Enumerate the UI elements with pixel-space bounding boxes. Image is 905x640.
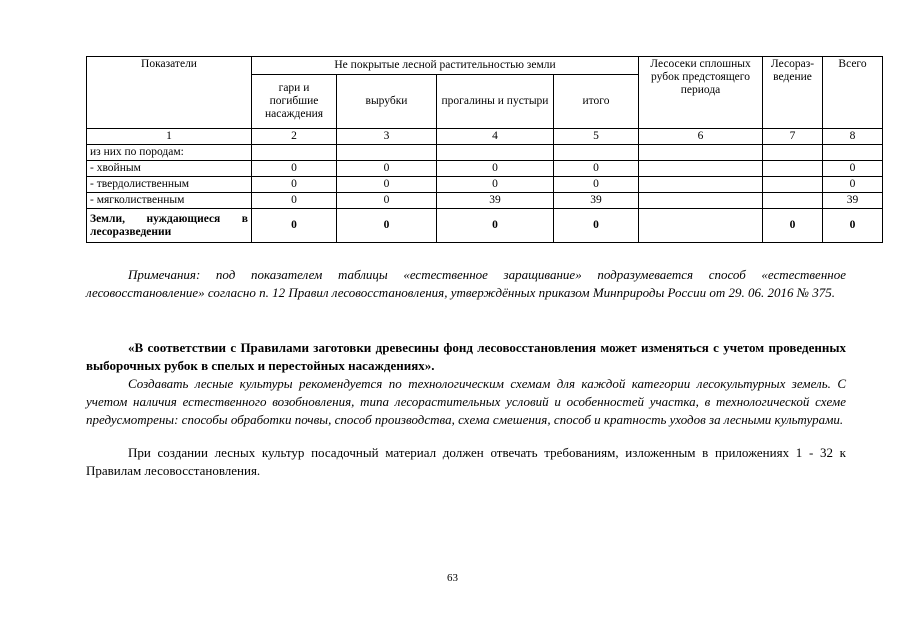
col-number: 8 [823,129,883,145]
table-row [87,193,883,209]
table-cell: 39 [823,193,883,209]
table-cell [639,209,763,243]
col-number: 5 [554,129,639,145]
table-cell: 0 [337,209,437,243]
header-burned: гари и погибшие насаждения [252,75,337,129]
forest-land-table [86,56,883,243]
table-cell: 0 [437,161,554,177]
table-cell [763,193,823,209]
table-cell [639,177,763,193]
table-cell: 0 [437,177,554,193]
table-row [87,177,883,193]
table-cell: 39 [554,193,639,209]
table-row [87,145,883,161]
header-not-covered: Не покрытые лесной растительностью земли [252,57,639,75]
table-cell: 0 [823,161,883,177]
table-cell: 0 [337,193,437,209]
table-row [87,209,883,243]
italic-paragraph: Создавать лесные культуры рекомендуется по технологическим схемам для каждой категории лесокультурных земель. С учетом наличия естественного возобновления, типа лесорастительных условий и особенностей участка, в технологической схеме предусмотрены: способы обработки почвы, способ производства, схема смешения, способ и кратность уходов за лесными культурами. [86,376,846,427]
table-cell: 0 [763,209,823,243]
table-note: Примечания: под показателем таблицы «естественное заращивание» подразумевается способ «естественное лесовосстановление» согласно п. 12 Правил лесовосстановления, утверждённых приказом Минприроды России от 29. 06. 2016 № 375. [86,267,846,300]
table-cell: 0 [823,209,883,243]
column-number-row [87,129,883,145]
table-cell: 0 [823,177,883,193]
col-number: 6 [639,129,763,145]
row-label: - хвойным [87,161,252,177]
table-cell: 39 [437,193,554,209]
table-cell: 0 [252,161,337,177]
table-cell [763,177,823,193]
header-clearcut: Лесосеки сплошных рубок предстоящего периода [639,57,763,129]
table-cell [639,161,763,177]
bold-paragraph: «В соответствии с Правилами заготовки древесины фонд лесовосстановления может изменяться с учетом проведенных выборочных рубок в спелых и перестойных насаждениях». [86,340,846,373]
row-label: Земли, нуждающиеся в лесоразведении [87,209,252,243]
col-number: 4 [437,129,554,145]
table-cell: 0 [437,209,554,243]
header-total: Всего [823,57,883,129]
normal-paragraph: При создании лесных культур посадочный материал должен отвечать требованиям, изложенным в приложениях 1 - 32 к Правилам лесовосстановления. [86,445,846,478]
table-cell: 0 [252,209,337,243]
page-number: 63 [447,572,458,584]
table-row [87,161,883,177]
table-cell [639,193,763,209]
header-glades: прогалины и пустыри [437,75,554,129]
col-number: 1 [87,129,252,145]
table-cell: 0 [252,177,337,193]
table-cell: 0 [554,161,639,177]
row-label: из них по породам: [87,145,252,161]
table-cell: 0 [337,161,437,177]
col-number: 2 [252,129,337,145]
header-subtotal: итого [554,75,639,129]
header-indicators: Показатели [87,57,252,129]
row-label: - мягколиственным [87,193,252,209]
table-cell: 0 [554,177,639,193]
table-cell: 0 [554,209,639,243]
table-cell [763,161,823,177]
col-number: 3 [337,129,437,145]
col-number: 7 [763,129,823,145]
header-afforestation: Лесораз-ведение [763,57,823,129]
table-cell: 0 [252,193,337,209]
table-cell: 0 [337,177,437,193]
row-label: - твердолиственным [87,177,252,193]
header-cuttings: вырубки [337,75,437,129]
